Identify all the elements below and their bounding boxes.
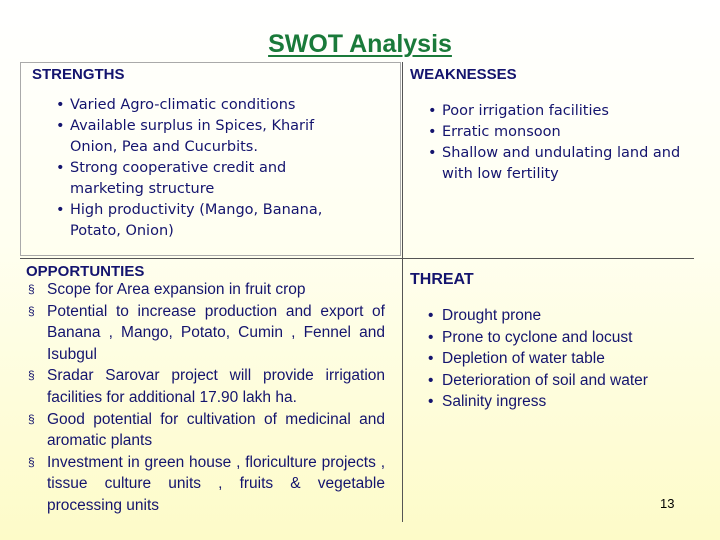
opportunities-list xyxy=(28,279,385,517)
slide-title xyxy=(0,30,720,59)
vertical-divider xyxy=(402,62,403,522)
opportunity-item: § Investment in green house , floriculture projects , tissue culture units , fruits & vegetable processing units xyxy=(28,452,385,517)
horizontal-divider xyxy=(20,258,694,259)
weakness-item: • Shallow and undulating land and with low fertility xyxy=(428,143,708,185)
opportunity-item: § Sradar Sarovar project will provide irrigation facilities for additional 17.90 lakh ha. xyxy=(28,365,385,408)
weaknesses-list xyxy=(428,101,708,185)
weakness-item: • Erratic monsoon xyxy=(428,122,708,143)
opportunities-heading: OPPORTUNTIES xyxy=(26,263,145,280)
weaknesses-heading: WEAKNESSES xyxy=(410,66,517,83)
threat-item: • Salinity ingress xyxy=(428,391,703,413)
threat-item: • Deterioration of soil and water xyxy=(428,370,703,392)
threat-item: • Drought prone xyxy=(428,305,703,327)
threat-list xyxy=(428,305,703,413)
strength-item: • High productivity (Mango, Banana, Potato, Onion) xyxy=(56,200,356,242)
threat-item: • Prone to cyclone and locust xyxy=(428,327,703,349)
weakness-item: • Poor irrigation facilities xyxy=(428,101,708,122)
opportunity-item: § Scope for Area expansion in fruit crop xyxy=(28,279,385,301)
strength-item: • Available surplus in Spices, Kharif Onion, Pea and Cucurbits. xyxy=(56,116,356,158)
threat-heading: THREAT xyxy=(410,271,474,288)
strength-item: • Varied Agro-climatic conditions xyxy=(56,95,356,116)
strength-item: • Strong cooperative credit and marketing structure xyxy=(56,158,356,200)
strengths-heading: STRENGTHS xyxy=(32,66,125,83)
threat-item: • Depletion of water table xyxy=(428,348,703,370)
strengths-list xyxy=(56,95,356,242)
slide-title-text: SWOT Analysis xyxy=(268,30,452,58)
page-number: 13 xyxy=(660,496,675,511)
opportunity-item: § Good potential for cultivation of medicinal and aromatic plants xyxy=(28,409,385,452)
opportunity-item: § Potential to increase production and export of Banana , Mango, Potato, Cumin , Fennel and Isubgul xyxy=(28,301,385,366)
